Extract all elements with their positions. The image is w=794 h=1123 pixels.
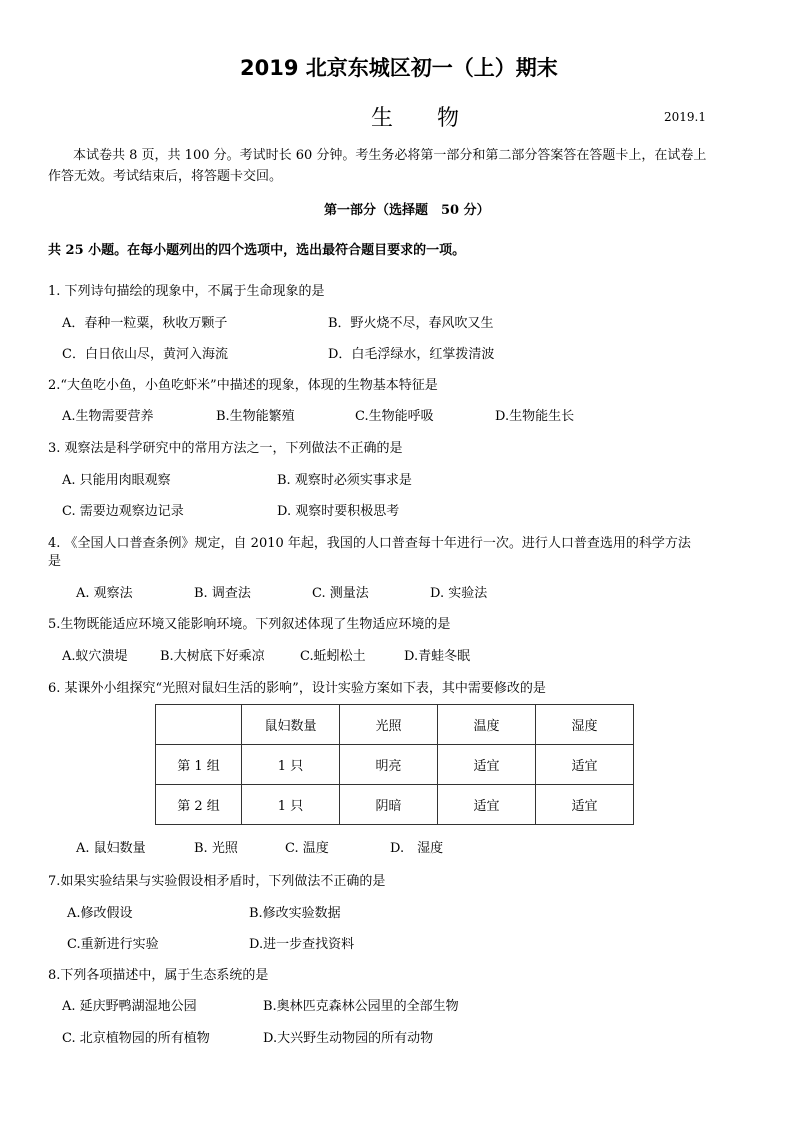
option-c: C．白日依山尽，黄河入海流	[62, 347, 228, 362]
question-stem-cont: 是	[48, 554, 62, 569]
table-row	[156, 785, 634, 825]
table-cell: 适宜	[438, 745, 536, 785]
table-cell: 第 1 组	[156, 745, 242, 785]
option-d: D.生物能生长	[495, 409, 575, 424]
intro-line-2: 作答无效。考试结束后，将答题卡交回。	[48, 169, 283, 184]
table-header-row	[156, 705, 634, 745]
section-instruction: 共 25 小题。在每小题列出的四个选项中，选出最符合题目要求的一项。	[48, 243, 466, 258]
option-a: A. 只能用肉眼观察	[62, 473, 171, 488]
option-a: A．春种一粒粟，秋收万颗子	[62, 316, 228, 331]
option-c: C.重新进行实验	[67, 937, 159, 952]
option-c: C. 需要边观察边记录	[62, 504, 184, 519]
option-c: C. 北京植物园的所有植物	[62, 1031, 210, 1046]
question-stem: 3. 观察法是科学研究中的常用方法之一，下列做法不正确的是	[48, 441, 403, 456]
option-d: D．白毛浮绿水，红掌拨清波	[328, 347, 495, 362]
option-c: C.蚯蚓松土	[300, 649, 366, 664]
intro-line-1: 本试卷共 8 页，共 100 分。考试时长 60 分钟。考生务必将第一部分和第二部分答案答在答题卡上，在试卷上	[73, 148, 707, 163]
question-stem: 2.“大鱼吃小鱼，小鱼吃虾米”中描述的现象，体现的生物基本特征是	[48, 378, 438, 393]
table-cell: 明亮	[340, 745, 438, 785]
table-header: 湿度	[536, 705, 634, 745]
exam-date: 2019.1	[664, 110, 706, 124]
option-b: B.大树底下好乘凉	[160, 649, 265, 664]
option-d: D.青蛙冬眠	[404, 649, 471, 664]
table-cell: 适宜	[536, 745, 634, 785]
table-header: 光照	[340, 705, 438, 745]
section-heading: 第一部分（选择题 50 分）	[324, 203, 490, 218]
option-d: D.大兴野生动物园的所有动物	[263, 1031, 434, 1046]
option-d: D. 湿度	[390, 841, 444, 856]
option-b: B.奥林匹克森林公园里的全部生物	[263, 999, 459, 1014]
option-a: A.生物需要营养	[62, 409, 154, 424]
table-cell	[156, 705, 242, 745]
subject-label: 生 物	[371, 106, 460, 131]
option-d: D. 观察时要积极思考	[277, 504, 400, 519]
table-cell: 1 只	[242, 785, 340, 825]
option-b: B．野火烧不尽，春风吹又生	[328, 316, 494, 331]
page-title: 2019 北京东城区初一（上）期末	[240, 56, 558, 80]
option-a: A. 鼠妇数量	[76, 841, 146, 856]
option-b: B. 光照	[194, 841, 238, 856]
option-b: B.修改实验数据	[249, 906, 341, 921]
question-stem: 4. 《全国人口普查条例》规定，自 2010 年起，我国的人口普查每十年进行一次。进行人口普查选用的科学方法	[48, 536, 691, 551]
table-cell: 阴暗	[340, 785, 438, 825]
option-c: C.生物能呼吸	[355, 409, 434, 424]
option-c: C. 测量法	[312, 586, 369, 601]
table-row	[156, 745, 634, 785]
table-cell: 适宜	[536, 785, 634, 825]
option-a: A. 观察法	[76, 586, 133, 601]
option-b: B.生物能繁殖	[216, 409, 295, 424]
option-a: A. 延庆野鸭湖湿地公园	[62, 999, 197, 1014]
table-header: 鼠妇数量	[242, 705, 340, 745]
question-stem: 6. 某课外小组探究“光照对鼠妇生活的影响”，设计实验方案如下表，其中需要修改的是	[48, 681, 546, 696]
option-d: D. 实验法	[430, 586, 488, 601]
experiment-table	[155, 704, 634, 825]
option-d: D.进一步查找资料	[249, 937, 355, 952]
option-b: B. 观察时必须实事求是	[277, 473, 412, 488]
question-stem: 8.下列各项描述中，属于生态系统的是	[48, 968, 269, 983]
option-c: C. 温度	[285, 841, 329, 856]
table-cell: 第 2 组	[156, 785, 242, 825]
question-stem: 7.如果实验结果与实验假设相矛盾时，下列做法不正确的是	[48, 874, 386, 889]
option-b: B. 调查法	[194, 586, 251, 601]
option-a: A.蚁穴溃堤	[62, 649, 128, 664]
question-stem: 1. 下列诗句描绘的现象中，不属于生命现象的是	[48, 284, 325, 299]
question-stem: 5.生物既能适应环境又能影响环境。下列叙述体现了生物适应环境的是	[48, 617, 451, 632]
table-cell: 适宜	[438, 785, 536, 825]
table-header: 温度	[438, 705, 536, 745]
table-cell: 1 只	[242, 745, 340, 785]
option-a: A.修改假设	[67, 906, 133, 921]
